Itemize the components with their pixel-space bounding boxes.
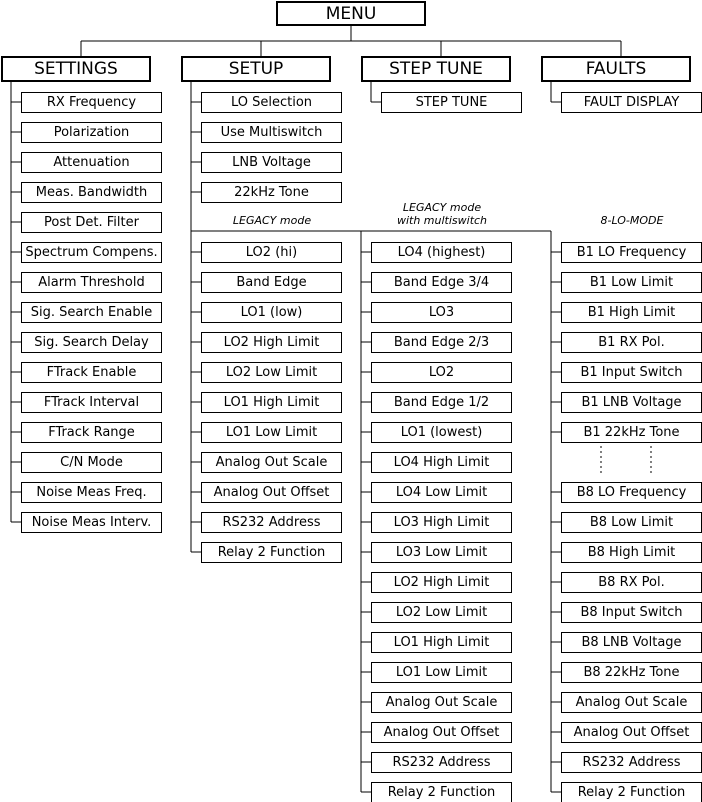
settings-item-alarm-threshold: Alarm Threshold bbox=[21, 272, 162, 293]
legacy-item-lo2-hi: LO2 (hi) bbox=[201, 242, 342, 263]
settings-box: SETTINGS bbox=[1, 56, 151, 82]
setup-item-22khz-tone: 22kHz Tone bbox=[201, 182, 342, 203]
multiswitch-item-lo4-high-limit: LO4 High Limit bbox=[371, 452, 512, 473]
settings-item-attenuation: Attenuation bbox=[21, 152, 162, 173]
multiswitch-item-lo2: LO2 bbox=[371, 362, 512, 383]
faults-box: FAULTS bbox=[541, 56, 691, 82]
legacy-item-lo2-high-limit: LO2 High Limit bbox=[201, 332, 342, 353]
multiswitch-item-lo4-low-limit: LO4 Low Limit bbox=[371, 482, 512, 503]
step-tune-box: STEP TUNE bbox=[361, 56, 511, 82]
eight-lo-item-rs232-address: RS232 Address bbox=[561, 752, 702, 773]
eight-lo-item-analog-out-scale: Analog Out Scale bbox=[561, 692, 702, 713]
eight-lo-item-b1-lnb-voltage: B1 LNB Voltage bbox=[561, 392, 702, 413]
settings-item-rx-frequency: RX Frequency bbox=[21, 92, 162, 113]
multiswitch-item-lo2-low-limit: LO2 Low Limit bbox=[371, 602, 512, 623]
settings-item-ftrack-range: FTrack Range bbox=[21, 422, 162, 443]
multiswitch-item-lo3: LO3 bbox=[371, 302, 512, 323]
eight-lo-item-b8-input-switch: B8 Input Switch bbox=[561, 602, 702, 623]
step-tune-item-step-tune: STEP TUNE bbox=[381, 92, 522, 113]
eight-lo-item-b8-high-limit: B8 High Limit bbox=[561, 542, 702, 563]
eight-lo-item-relay-2-function: Relay 2 Function bbox=[561, 782, 702, 802]
multiswitch-item-lo3-high-limit: LO3 High Limit bbox=[371, 512, 512, 533]
eight-lo-item-b8-lo-frequency: B8 LO Frequency bbox=[561, 482, 702, 503]
settings-item-sig-search-delay: Sig. Search Delay bbox=[21, 332, 162, 353]
multiswitch-item-lo3-low-limit: LO3 Low Limit bbox=[371, 542, 512, 563]
multiswitch-item-rs232-address: RS232 Address bbox=[371, 752, 512, 773]
multiswitch-item-lo1-high-limit: LO1 High Limit bbox=[371, 632, 512, 653]
setup-item-lnb-voltage: LNB Voltage bbox=[201, 152, 342, 173]
legacy-item-band-edge: Band Edge bbox=[201, 272, 342, 293]
legacy-item-lo1-high-limit: LO1 High Limit bbox=[201, 392, 342, 413]
eight-lo-item-b8-low-limit: B8 Low Limit bbox=[561, 512, 702, 533]
eight-lo-item-b8-rx-pol: B8 RX Pol. bbox=[561, 572, 702, 593]
legacy-item-relay-2-function: Relay 2 Function bbox=[201, 542, 342, 563]
setup-item-lo-selection: LO Selection bbox=[201, 92, 342, 113]
menu-root-box: MENU bbox=[276, 1, 426, 26]
settings-item-sig-search-enable: Sig. Search Enable bbox=[21, 302, 162, 323]
settings-item-c-n-mode: C/N Mode bbox=[21, 452, 162, 473]
multiswitch-item-relay-2-function: Relay 2 Function bbox=[371, 782, 512, 802]
multiswitch-item-band-edge-1-2: Band Edge 1/2 bbox=[371, 392, 512, 413]
legacy-mode-label: LEGACY mode bbox=[232, 214, 312, 227]
settings-item-polarization: Polarization bbox=[21, 122, 162, 143]
settings-item-noise-meas-freq: Noise Meas Freq. bbox=[21, 482, 162, 503]
multiswitch-item-lo1-lowest: LO1 (lowest) bbox=[371, 422, 512, 443]
eight-lo-item-b8-lnb-voltage: B8 LNB Voltage bbox=[561, 632, 702, 653]
eight-lo-item-b1-lo-frequency: B1 LO Frequency bbox=[561, 242, 702, 263]
multiswitch-item-analog-out-scale: Analog Out Scale bbox=[371, 692, 512, 713]
legacy-item-lo2-low-limit: LO2 Low Limit bbox=[201, 362, 342, 383]
settings-item-ftrack-enable: FTrack Enable bbox=[21, 362, 162, 383]
legacy-item-lo1-low-limit: LO1 Low Limit bbox=[201, 422, 342, 443]
settings-item-meas-bandwidth: Meas. Bandwidth bbox=[21, 182, 162, 203]
multiswitch-item-lo2-high-limit: LO2 High Limit bbox=[371, 572, 512, 593]
multiswitch-item-lo4-highest: LO4 (highest) bbox=[371, 242, 512, 263]
legacy-item-analog-out-scale: Analog Out Scale bbox=[201, 452, 342, 473]
eight-lo-item-analog-out-offset: Analog Out Offset bbox=[561, 722, 702, 743]
legacy-item-lo1-low: LO1 (low) bbox=[201, 302, 342, 323]
multiswitch-item-band-edge-3-4: Band Edge 3/4 bbox=[371, 272, 512, 293]
setup-box: SETUP bbox=[181, 56, 331, 82]
eight-lo-item-b1-low-limit: B1 Low Limit bbox=[561, 272, 702, 293]
multiswitch-item-band-edge-2-3: Band Edge 2/3 bbox=[371, 332, 512, 353]
eight-lo-item-b1-22khz-tone: B1 22kHz Tone bbox=[561, 422, 702, 443]
legacy-item-analog-out-offset: Analog Out Offset bbox=[201, 482, 342, 503]
legacy-item-rs232-address: RS232 Address bbox=[201, 512, 342, 533]
setup-item-use-multiswitch: Use Multiswitch bbox=[201, 122, 342, 143]
eight-lo-item-b1-high-limit: B1 High Limit bbox=[561, 302, 702, 323]
eight-lo-mode-label: 8-LO-MODE bbox=[600, 214, 664, 227]
settings-item-noise-meas-interv: Noise Meas Interv. bbox=[21, 512, 162, 533]
settings-item-ftrack-interval: FTrack Interval bbox=[21, 392, 162, 413]
faults-item-fault-display: FAULT DISPLAY bbox=[561, 92, 702, 113]
eight-lo-item-b1-rx-pol: B1 RX Pol. bbox=[561, 332, 702, 353]
legacy-multiswitch-label-line1: LEGACY mode bbox=[402, 201, 482, 214]
multiswitch-item-analog-out-offset: Analog Out Offset bbox=[371, 722, 512, 743]
settings-item-post-det-filter: Post Det. Filter bbox=[21, 212, 162, 233]
eight-lo-item-b1-input-switch: B1 Input Switch bbox=[561, 362, 702, 383]
legacy-multiswitch-label-line2: with multiswitch bbox=[396, 214, 488, 227]
settings-item-spectrum-compens: Spectrum Compens. bbox=[21, 242, 162, 263]
multiswitch-item-lo1-low-limit: LO1 Low Limit bbox=[371, 662, 512, 683]
eight-lo-item-b8-22khz-tone: B8 22kHz Tone bbox=[561, 662, 702, 683]
